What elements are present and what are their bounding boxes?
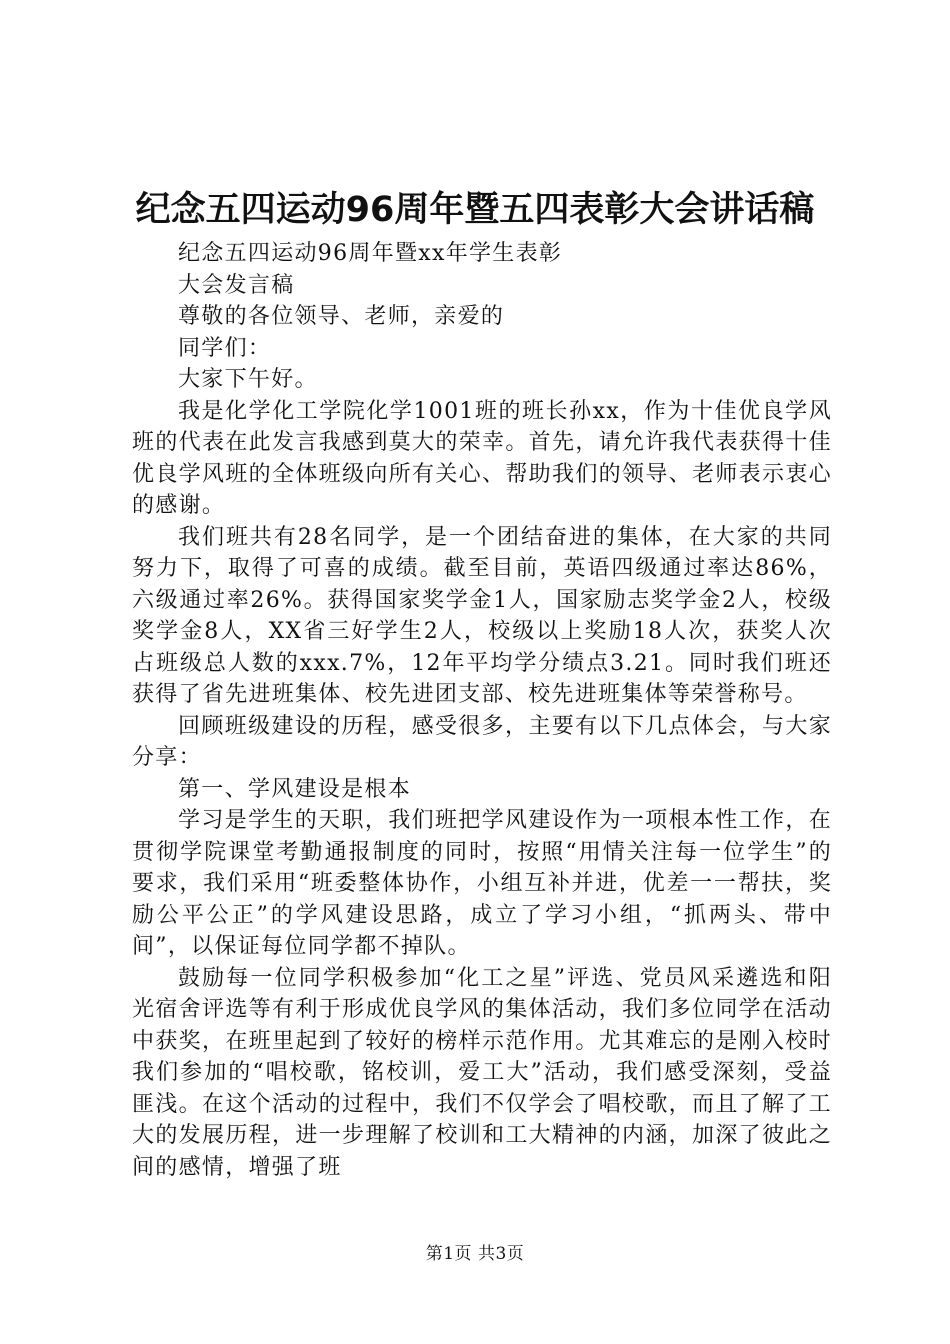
paragraph: 我们班共有28名同学，是一个团结奋进的集体，在大家的共同努力下，取得了可喜的成绩。截至目前，英语四级通过率达86%，六级通过率26%。获得国家奖学金1人，国家励志奖学金2人，校级奖学金8人，XX省三好学生2人，校级以上奖励18人次，获奖人次占班级总人数的xxx.7%，12年平均学分绩点3.21。同时我们班还获得了省先进班集体、校先进团支部、校先进班集体等荣誉称号。 <box>132 524 832 707</box>
paragraph: 同学们： <box>178 335 272 361</box>
section-heading: 第一、学风建设是根本 <box>178 776 412 802</box>
paragraph: 大会发言稿 <box>178 272 295 298</box>
page-number-footer: 第1页 共3页 <box>425 1244 525 1264</box>
paragraph: 大家下午好。 <box>178 367 318 392</box>
paragraph: 回顾班级建设的历程，感受很多，主要有以下几点体会，与大家分享： <box>132 713 832 770</box>
paragraph: 尊敬的各位领导、老师，亲爱的 <box>178 304 505 329</box>
paragraph: 我是化学化工学院化学1001班的班长孙xx，作为十佳优良学风班的代表在此发言我感到莫大的荣幸。首先，请允许我代表获得十佳优良学风班的全体班级向所有关心、帮助我们的领导、老师表示衷心的感谢。 <box>132 398 832 518</box>
paragraph: 鼓励每一位同学积极参加“化工之星”评选、党员风采遴选和阳光宿舍评选等有利于形成优良学风的集体活动，我们多位同学在活动中获奖，在班里起到了较好的榜样示范作用。尤其难忘的是刚入校时我们参加的“唱校歌，铭校训，爱工大”活动，我们感受深刻，受益匪浅。在这个活动的过程中，我们不仅学会了唱校歌，而且了解了工大的发展历程，进一步理解了校训和工大精神的内涵，加深了彼此之间的感情，增强了班 <box>132 965 832 1180</box>
document-body <box>132 238 832 1183</box>
paragraph: 学习是学生的天职，我们班把学风建设作为一项根本性工作，在贯彻学院课堂考勤通报制度的同时，按照“用情关注每一位学生”的要求，我们采用“班委整体协作，小组互补并进，优差一一帮扶，奖励公平公正”的学风建设思路，成立了学习小组，“抓两头、带中间”，以保证每位同学都不掉队。 <box>132 808 832 959</box>
document-title: 纪念五四运动96周年暨五四表彰大会讲话稿 <box>135 190 815 230</box>
paragraph: 纪念五四运动96周年暨xx年学生表彰 <box>178 241 563 266</box>
